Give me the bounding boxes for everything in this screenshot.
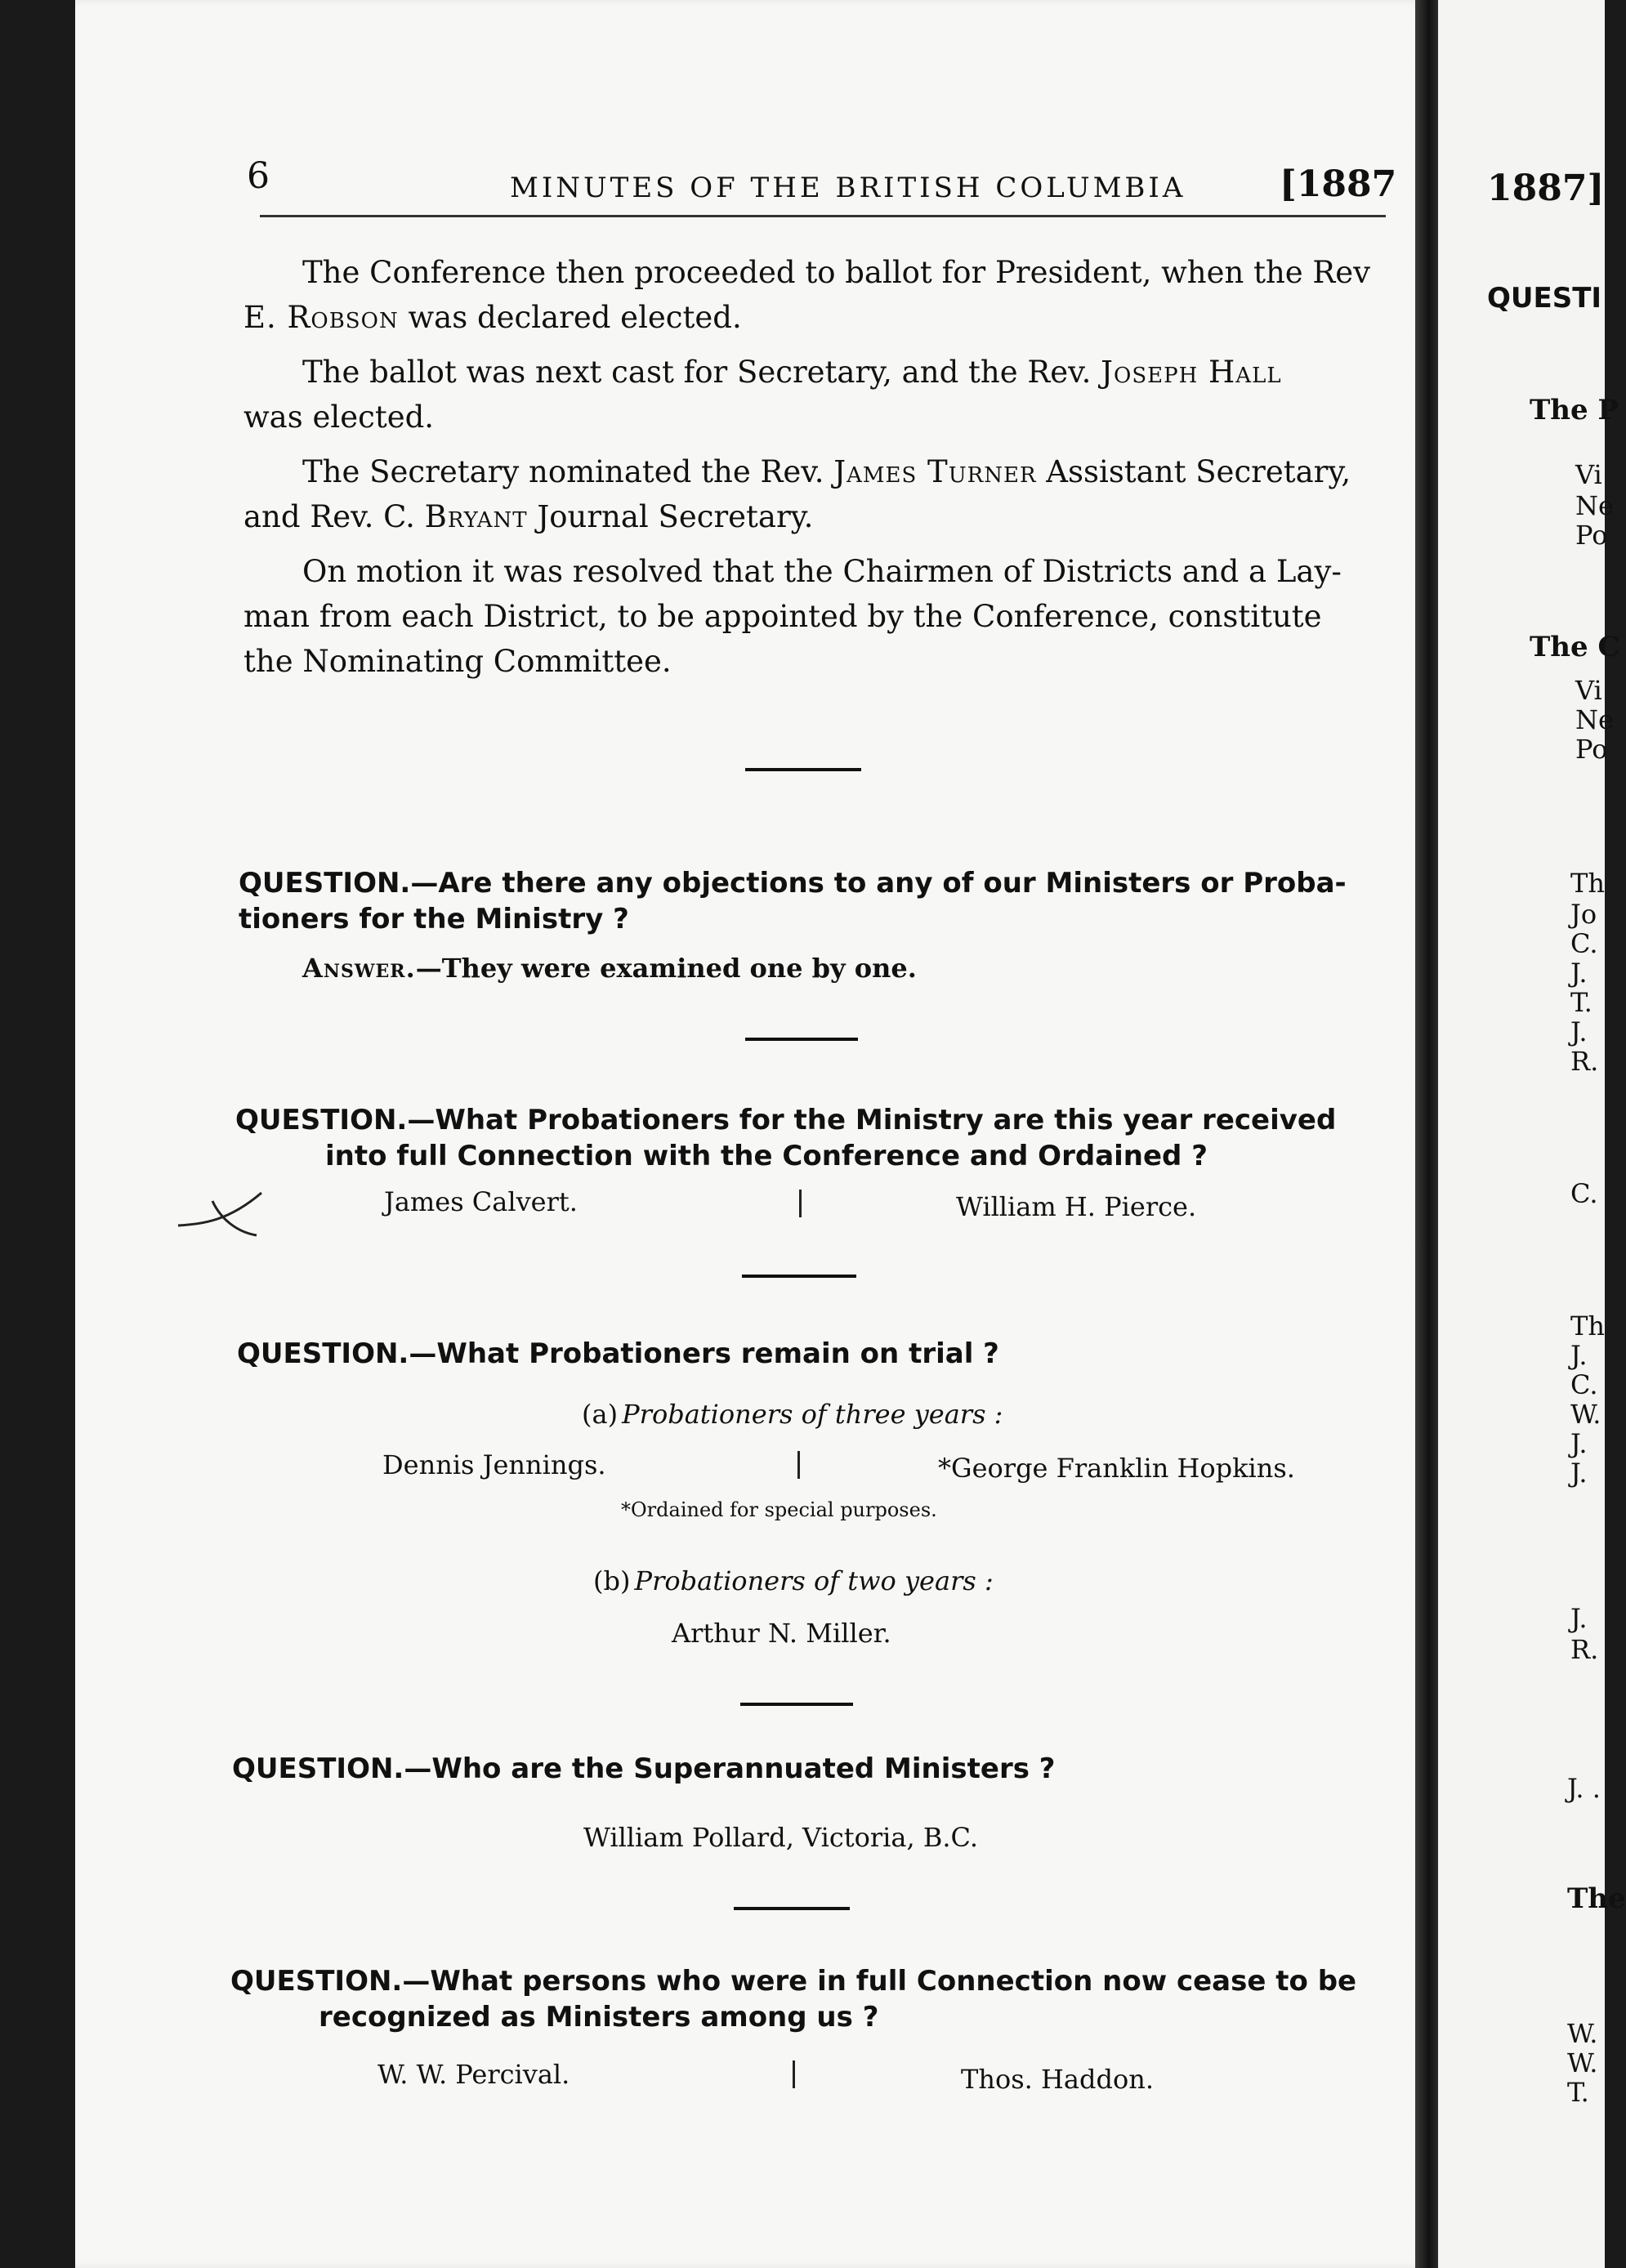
q5-column-bar xyxy=(793,2060,795,2088)
right-the-p: The P xyxy=(1530,394,1619,426)
q3-sub-a-text: Probationers of three years : xyxy=(622,1399,1003,1430)
right-po1: Po xyxy=(1575,520,1608,551)
section-divider-5 xyxy=(734,1907,850,1910)
q2-right-name: William H. Pierce. xyxy=(956,1191,1197,1222)
right-page-year: 1887] xyxy=(1487,167,1605,209)
section-divider-1 xyxy=(745,768,861,771)
right-j4: J. xyxy=(1570,1428,1588,1459)
president-name: E. Robson xyxy=(243,300,399,335)
q3-sub-b-text: Probationers of two years : xyxy=(634,1565,994,1596)
q1-answer-label: Answer. xyxy=(302,953,416,984)
q4-name: William Pollard, Victoria, B.C. xyxy=(583,1822,979,1853)
right-j5: J. xyxy=(1570,1458,1588,1489)
q4-line1: QUESTION.—Who are the Superannuated Ministers ? xyxy=(232,1752,1056,1785)
p1-text-a: The Conference then proceeded to ballot for President, when the Rev xyxy=(302,255,1371,290)
right-ne1: Ne xyxy=(1575,490,1614,521)
paragraph-secretary-cont xyxy=(243,395,1371,440)
intro-text xyxy=(243,250,1371,684)
right-c3: C. xyxy=(1570,1369,1598,1400)
q3-footnote: *Ordained for special purposes. xyxy=(621,1498,937,1521)
right-r2: R. xyxy=(1570,1634,1599,1665)
section-divider-4 xyxy=(740,1703,853,1706)
right-w3: W. xyxy=(1567,2047,1598,2078)
right-j6: J. xyxy=(1570,1603,1588,1634)
q2-column-bar xyxy=(799,1190,802,1217)
p3-text-a: The Secretary nominated the Rev. xyxy=(302,454,834,489)
q3-sub-a-label: (a) xyxy=(582,1399,619,1430)
right-th2: Th xyxy=(1570,1310,1605,1342)
q1-line2: tioners for the Ministry ? xyxy=(239,903,629,935)
p2-text-b: was elected. xyxy=(243,400,435,435)
q2-line2: into full Connection with the Conference and Ordained ? xyxy=(325,1140,1208,1172)
q3-sub-b xyxy=(593,1565,994,1596)
header-rule xyxy=(260,215,1386,217)
right-j2: J. xyxy=(1570,1016,1588,1047)
right-c1: C. xyxy=(1570,928,1598,959)
right-th1: Th xyxy=(1570,868,1605,899)
paragraph-president-cont xyxy=(243,295,1371,340)
header-year: [1887 xyxy=(1280,163,1397,205)
right-t1: T. xyxy=(1570,987,1592,1018)
p4-line3: the Nominating Committee. xyxy=(243,644,672,679)
right-vi1: Vi xyxy=(1575,459,1602,490)
right-ne2: Ne xyxy=(1575,704,1614,735)
q3-line1: QUESTION.—What Probationers remain on trial ? xyxy=(237,1337,999,1370)
book-spine xyxy=(1415,0,1438,2268)
section-divider-3 xyxy=(742,1275,856,1278)
paragraph-motion-l3 xyxy=(243,639,1371,684)
paragraph-motion-l2 xyxy=(243,594,1371,639)
right-the: The xyxy=(1567,1882,1626,1915)
right-vi2: Vi xyxy=(1575,675,1602,706)
q3-column-bar xyxy=(797,1451,800,1479)
paragraph-president xyxy=(243,250,1371,295)
right-w2: W. xyxy=(1567,2018,1598,2049)
p4-line1: On motion it was resolved that the Chairmen of Districts and a Lay- xyxy=(302,554,1342,589)
right-po2: Po xyxy=(1575,734,1608,765)
q5-right-name: Thos. Haddon. xyxy=(961,2064,1154,2095)
secretary-name: Joseph Hall xyxy=(1101,355,1282,390)
q1-answer-text: —They were examined one by one. xyxy=(415,953,917,984)
paragraph-motion-l1 xyxy=(243,549,1371,594)
q3-b-name: Arthur N. Miller. xyxy=(672,1618,891,1649)
right-w1: W. xyxy=(1570,1399,1601,1430)
q5-line2: recognized as Ministers among us ? xyxy=(319,2001,879,2034)
running-title: MINUTES OF THE BRITISH COLUMBIA xyxy=(510,172,1186,204)
p3-text-d: Journal Secretary. xyxy=(527,499,814,534)
journal-secretary-name: Bryant xyxy=(424,499,528,534)
q1-line1: QUESTION.—Are there any objections to any of our Ministers or Proba- xyxy=(239,867,1347,900)
q3-sub-a xyxy=(582,1399,1003,1430)
p2-text-a: The ballot was next cast for Secretary, and the Rev. xyxy=(302,355,1101,390)
right-page xyxy=(1438,0,1626,2268)
right-j1: J. xyxy=(1570,958,1588,989)
q2-left-name: James Calvert. xyxy=(384,1186,578,1217)
q3-right-name: *George Franklin Hopkins. xyxy=(938,1453,1295,1484)
right-t2: T. xyxy=(1567,2077,1589,2108)
q2-line1: QUESTION.—What Probationers for the Ministry are this year received xyxy=(235,1104,1337,1136)
section-divider-2 xyxy=(745,1038,858,1041)
p3-text-c: and Rev. C. xyxy=(243,499,425,534)
q3-left-name: Dennis Jennings. xyxy=(382,1449,606,1480)
page-number: 6 xyxy=(247,155,270,197)
handwritten-cross-mark xyxy=(172,1186,270,1240)
right-jo: Jo xyxy=(1570,899,1597,930)
p3-text-b: Assistant Secretary, xyxy=(1036,454,1351,489)
q5-left-name: W. W. Percival. xyxy=(377,2059,570,2090)
right-question-heading: QUESTI xyxy=(1487,282,1602,315)
p4-line2: man from each District, to be appointed by the Conference, constitute xyxy=(243,599,1322,634)
q3-sub-b-label: (b) xyxy=(593,1565,631,1596)
right-the-c: The C xyxy=(1530,631,1620,663)
right-r1: R. xyxy=(1570,1046,1599,1077)
q1-answer xyxy=(302,953,917,984)
paragraph-secretary xyxy=(243,350,1371,395)
right-j3: J. xyxy=(1570,1340,1588,1371)
p1-text-b: was declared elected. xyxy=(398,300,742,335)
assistant-secretary-name: James Turner xyxy=(833,454,1037,489)
q5-line1: QUESTION.—What persons who were in full Connection now cease to be xyxy=(230,1965,1357,1998)
paragraph-assistant-cont xyxy=(243,494,1371,539)
right-j7: J. . xyxy=(1567,1773,1601,1804)
right-c2: C. xyxy=(1570,1178,1598,1209)
paragraph-assistant xyxy=(243,449,1371,494)
